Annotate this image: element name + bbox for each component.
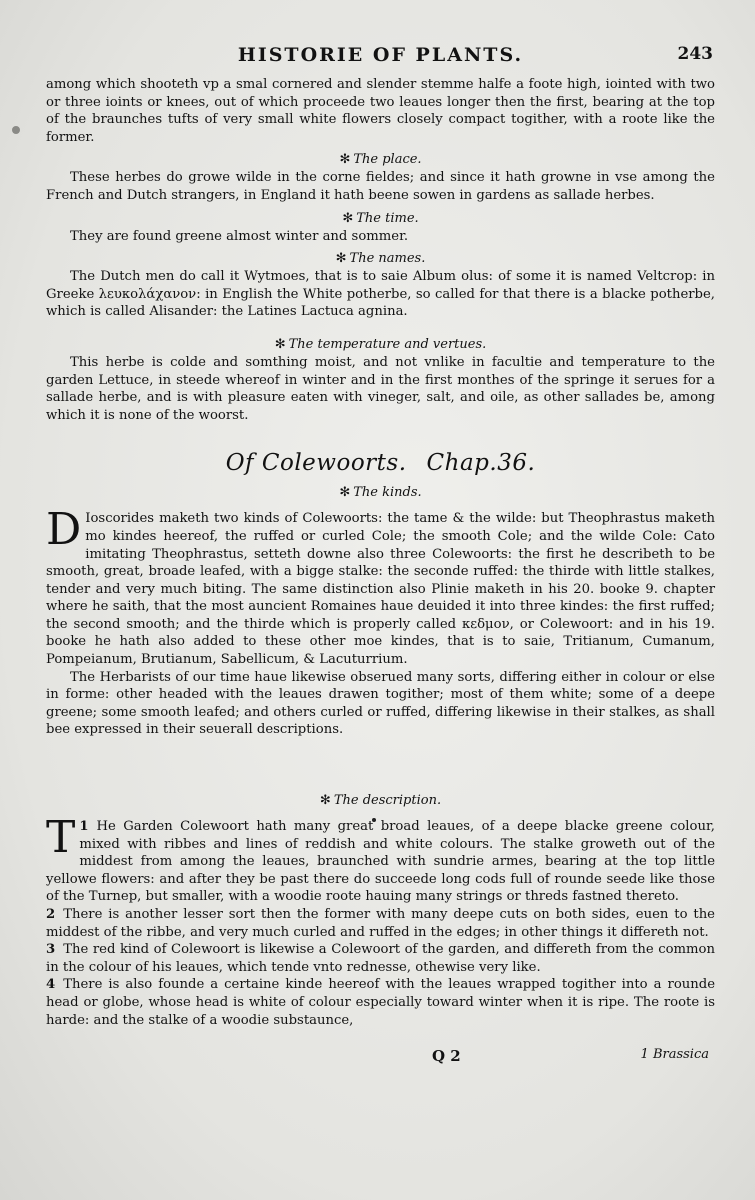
signature-mark: Q 2: [432, 1047, 461, 1066]
description-item-3: [46, 941, 715, 976]
rubric-kinds: [46, 484, 715, 502]
drop-capital: T: [46, 812, 76, 864]
item-number: 3: [46, 942, 56, 958]
place-paragraph: These herbes do growe wilde in the corne fieldes; and since it hath growne in vse among the French and Dutch strangers, in England it hath beene sowen in gardens as sallade herbes.: [46, 170, 715, 203]
rubric-time: [46, 210, 715, 228]
asterism-icon: ✻: [339, 152, 351, 168]
item-text: He Garden Colewoort hath many great broad leaues, of a deepe blacke greene colour, mixed with ribbes and lines of reddish and white colours. The stalke groweth out of the middest from among the leaues, braunched with sundrie armes, bearing at the top little yellowe flowers: and after they be past there do succeede long cods full of rounde seede like those of the Turnep, but smaller, with a woodie roote hauing many strings or threds fastned thereto.: [46, 819, 715, 905]
item-number: 2: [46, 907, 56, 922]
binding-hole: [12, 126, 20, 134]
temperature-paragraph: This herbe is colde and somthing moist, and not vnlike in facultie and temperature to the garden Lettuce, in steede whereof in winter and in the first monthes of the springe it serues for a sallade herbe, and is with pleasure eaten with vineger, salt, and oile, as other sallades be, among which it is none of the woorst.: [46, 354, 715, 423]
running-title: HISTORIE OF PLANTS.: [237, 44, 524, 66]
item-number: 4: [46, 977, 56, 993]
rubric-names: [46, 250, 715, 268]
rubric-label: The time.: [356, 210, 419, 226]
chapter-number: Chap.36.: [426, 450, 536, 477]
asterism-icon: ✻: [342, 210, 354, 226]
continued-paragraph: among which shooteth vp a smal cornered and slender stemme halfe a foote high, iointed with two or three ioints or knees, out of which proceede two leaues longer then the first, bearing at the top of the braunches tufts of very small white flowers closely compact togither, with a roote like the former.: [46, 77, 715, 145]
description-item-2: [46, 906, 715, 941]
asterism-icon: ✻: [339, 485, 351, 501]
asterism-icon: ✻: [274, 336, 286, 352]
kinds-paragraph: [46, 504, 715, 668]
names-paragraph: The Dutch men do call it Wytmoes, that is to saie Album olus: of some it is named Veltcrop: in Greeke λευκολάχανον: in English the White potherbe, so called for that there is a blacke potherbe, which is called Alisander: the Latines Lactuca agnina.: [46, 269, 715, 320]
asterism-icon: ✻: [335, 251, 347, 267]
rubric-label: The description.: [333, 793, 442, 809]
chapter-heading: [46, 450, 715, 476]
description-item-4: [46, 976, 715, 1029]
rubric-description: [46, 792, 715, 810]
running-head: [46, 42, 715, 76]
herbarists-paragraph: The Herbarists of our time haue likewise obserued many sorts, differing either in colour or else in forme: other headed with the leaues drawen togither; most of them white; some of a deepe greene; some smooth leafed; and others curled or ruffed, differing likewise in their stalkes, as shall bee expressed in their seuerall descriptions.: [46, 669, 715, 738]
item-text: There is also founde a certaine kinde heereof with the leaues wrapped togither into a rounde head or globe, whose head is white of colour especially toward winter when it is ripe. The roote is harde: and the stalke of a woodie substaunce,: [46, 977, 715, 1028]
asterism-icon: ✻: [319, 793, 331, 809]
rubric-label: The temperature and vertues.: [288, 336, 487, 352]
item-number: 1: [79, 819, 89, 835]
drop-capital: D: [46, 504, 82, 556]
description-item-1: [46, 812, 715, 906]
page-number: 243: [677, 44, 713, 64]
time-paragraph: They are found greene almost winter and sommer.: [70, 228, 409, 244]
chapter-title: Of Colewoorts.: [225, 450, 407, 477]
rubric-label: The kinds.: [353, 485, 422, 501]
rubric-temperature: [46, 336, 715, 354]
rubric-label: The names.: [349, 251, 426, 267]
page-footer: [46, 1047, 715, 1077]
item-text: The red kind of Colewoort is likewise a Colewoort of the garden, and differeth from the common in the colour of his leaues, which tende vnto rednesse, othewise very like.: [46, 942, 715, 975]
rubric-label: The place.: [353, 152, 422, 168]
catchword: 1 Brassica: [640, 1047, 709, 1063]
rubric-place: [46, 151, 715, 169]
kinds-text: Ioscorides maketh two kinds of Colewoorts: the tame & the wilde: but Theophrastus maketh mo kindes heereof, the ruffed or curled Cole; the smooth Cole; and the wilde Cole: Cato imitating Theophrastus, setteth downe also three Colewoorts: the first he describeth to be smooth, great, broade leafed, with a bigge stalke: the seconde ruffed: the thirde with little stalkes, tender and very much biting. The same distinction also Plinie maketh in his 20. booke 9. chapter where he saith, that the most auncient Romaines haue deuided it into three kindes: the first ruffed; the second smooth; and the thirde which is properly called κεδμον, or Colewoort: and in his 19. booke he hath also added to these other moe kindes, that is to saie, Tritianum, Cumanum, Pompeianum, Brutianum, Sabellicum, & Lacuturrium.: [46, 511, 715, 668]
item-text: There is another lesser sort then the former with many deepe cuts on both sides, euen to the middest of the ribbe, and very much curled and ruffed in the edges; in other things it differeth not.: [46, 907, 715, 940]
